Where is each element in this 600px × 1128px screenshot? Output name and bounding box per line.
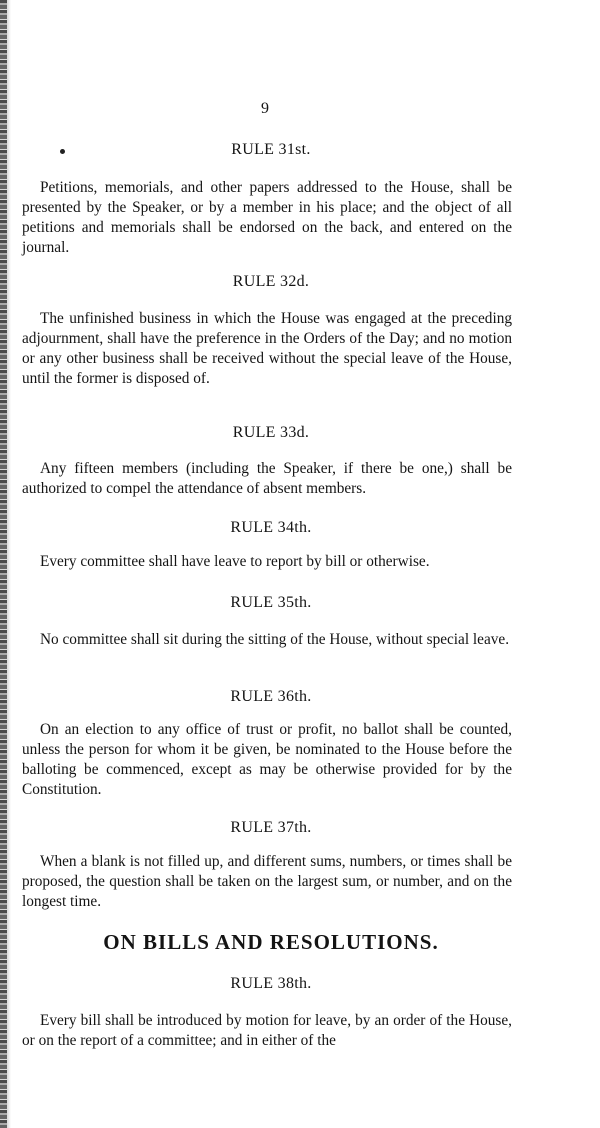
rule-33-text: Any fifteen members (including the Speaker, if there be one,) shall be authorized to compel the attendance of absent members. bbox=[22, 460, 512, 497]
rule-37-heading: RULE 37th. bbox=[230, 819, 312, 836]
rule-34-heading: RULE 34th. bbox=[230, 519, 312, 536]
rule-31-heading: RULE 31st. bbox=[231, 141, 311, 158]
rule-36-text: On an election to any office of trust or profit, no ballot shall be counted, unless the person for whom it be given, be nominated to the House before the balloting be commenced, except as may be otherwise provided for by the Constitution. bbox=[22, 721, 512, 798]
book-page bbox=[22, 0, 520, 1128]
page-number: 9 bbox=[261, 100, 269, 117]
rule-35-text: No committee shall sit during the sitting of the House, without special leave. bbox=[40, 631, 510, 648]
rule-36-heading: RULE 36th. bbox=[230, 688, 312, 705]
rule-38-text: Every bill shall be introduced by motion for leave, by an order of the House, or on the report of a committee; and in either of the bbox=[22, 1012, 512, 1049]
rule-35-heading: RULE 35th. bbox=[230, 594, 312, 611]
rule-31-text: Petitions, memorials, and other papers addressed to the House, shall be presented by the Speaker, or by a member in his place; and the object of all petitions and memorials shall be endorsed on the back, and entered on the journal. bbox=[22, 179, 512, 256]
rule-33-heading: RULE 33d. bbox=[232, 424, 310, 441]
section-title: ON BILLS AND RESOLUTIONS. bbox=[103, 930, 439, 954]
rule-32-text: The unfinished business in which the House was engaged at the preceding adjournment, shall have the preference in the Orders of the Day; and no motion or any other business shall be received without the special leave of the House, until the former is disposed of. bbox=[22, 310, 512, 387]
rule-34-text: Every committee shall have leave to report by bill or otherwise. bbox=[40, 553, 430, 570]
binding-edge bbox=[0, 0, 7, 1128]
rule-37-text: When a blank is not filled up, and different sums, numbers, or times shall be proposed, the question shall be taken on the largest sum, or number, and on the longest time. bbox=[22, 853, 512, 910]
rule-38-heading: RULE 38th. bbox=[230, 975, 312, 992]
rule-32-heading: RULE 32d. bbox=[232, 273, 310, 290]
